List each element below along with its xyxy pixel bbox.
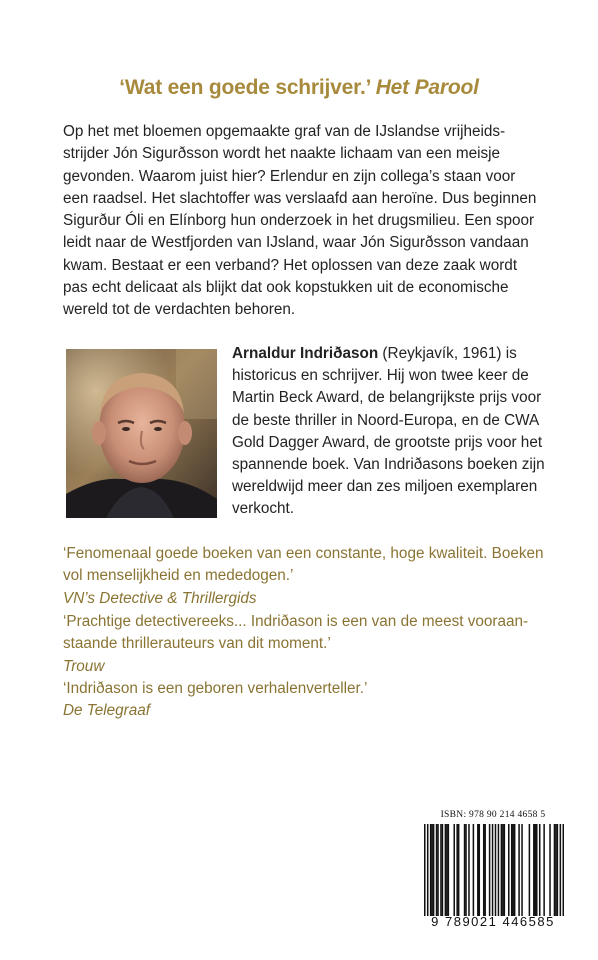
barcode-bar <box>563 824 564 916</box>
author-portrait-image <box>66 349 217 518</box>
author-bio-first-line <box>232 343 542 365</box>
summary-line: wereld tot de verdachten behoren. <box>63 301 296 319</box>
author-bio-line: Martin Beck Award, de belangrijkste prijs voor <box>232 389 542 407</box>
barcode-bar <box>514 824 516 916</box>
barcode-bar <box>489 824 491 916</box>
barcode-bar <box>456 824 458 916</box>
barcode-bar <box>535 824 537 916</box>
barcode-bar <box>512 824 514 916</box>
review-quote-text: ‘Indriðason is een geboren verhalenverteller.’ <box>63 680 368 697</box>
author-bio-line: Gold Dagger Award, de grootste prijs voor het <box>232 433 543 451</box>
barcode-bar <box>554 824 556 916</box>
ean-digits: 9 789021 446585 <box>431 914 555 929</box>
summary-line: kwam. Bestaat er een verband? Het oplossen van deze zaak wordt <box>63 256 518 274</box>
author-birth: (Reykjavík, 1961) is <box>378 345 517 362</box>
isbn-label: ISBN: 978 90 214 4658 5 <box>440 810 546 820</box>
barcode-bar <box>445 824 447 916</box>
barcode-bar <box>446 824 448 916</box>
barcode-bar <box>543 824 545 916</box>
barcode-bar <box>468 824 470 916</box>
review-quote-line: ‘Fenomenaal goede boeken van een constante, hoge kwaliteit. Boeken <box>63 545 544 562</box>
barcode-bar <box>557 824 559 916</box>
author-bio-line: historicus en schrijver. Hij won twee keer de <box>232 367 529 385</box>
barcode-bar <box>465 824 467 916</box>
summary-line: strijder Jón Sigurðsson wordt het naakte lichaam van een meisje <box>63 145 501 163</box>
barcode-bar <box>458 824 460 916</box>
barcode-bar <box>436 824 438 916</box>
barcode-bar <box>504 824 506 916</box>
barcode-bar <box>453 824 455 916</box>
barcode-bar <box>555 824 557 916</box>
plot-summary <box>63 121 537 322</box>
barcode-bar <box>511 824 513 916</box>
barcode-bar <box>479 824 481 916</box>
review-quote-trouw <box>63 611 543 678</box>
review-quote-text: vol menselijkheid en mededogen.’ <box>63 567 294 585</box>
author-name: Arnaldur Indriðason <box>232 345 379 362</box>
barcode-bar <box>433 824 435 916</box>
barcode-bar <box>448 824 450 916</box>
barcode-bar <box>533 824 535 916</box>
summary-line: Op het met bloemen opgemaakte graf van de IJslandse vrijheids- <box>63 123 506 140</box>
headline-quote <box>0 76 598 100</box>
review-quote-line <box>63 678 543 723</box>
review-quote-source: Trouw <box>63 657 105 675</box>
barcode-bar <box>430 824 432 916</box>
review-quote-source: VN’s Detective & Thrillergids <box>63 589 257 607</box>
review-quote-text: staande thrillerauteurs van dit moment.’ <box>63 635 331 653</box>
review-quote-line: ‘Prachtige detectivereeks... Indriðason is een van de meest vooraan- <box>63 613 529 630</box>
review-quote-source: De Telegraaf <box>63 702 151 720</box>
barcode-bar <box>440 824 442 916</box>
review-quote-line <box>63 633 543 678</box>
barcode-bar <box>502 824 504 916</box>
summary-line: Sigurður Óli en Elínborg hun onderzoek in het drugsmilieu. Een spoor <box>63 212 535 230</box>
summary-line: een raadsel. Het slachtoffer was verslaafd aan heroïne. Dus beginnen <box>63 189 537 207</box>
summary-line: leidt naar de Westfjorden van IJsland, waar Jón Sigurðsson vandaan <box>63 234 529 252</box>
barcode-bar <box>442 824 444 916</box>
barcode-bars <box>424 824 564 916</box>
barcode-bar <box>501 824 503 916</box>
barcode-bar <box>521 824 523 916</box>
barcode-bar <box>477 824 479 916</box>
barcode-bar <box>437 824 439 916</box>
barcode-bar <box>483 824 485 916</box>
barcode-bar <box>431 824 433 916</box>
barcode-bar <box>424 824 426 916</box>
isbn-barcode <box>418 810 568 936</box>
barcode-bar <box>539 824 541 916</box>
barcode-bar <box>529 824 531 916</box>
summary-line: gevonden. Waarom juist hier? Erlendur en zijn collega’s staan voor <box>63 167 516 185</box>
barcode-bar <box>484 824 486 916</box>
review-quote-vn <box>63 543 543 610</box>
author-bio-line: verkocht. <box>232 500 295 518</box>
author-bio <box>232 343 545 521</box>
author-bio-line: wereldwijd meer dan zes miljoen exemplaren <box>232 478 538 496</box>
barcode-bar <box>464 824 466 916</box>
author-photo <box>66 349 217 518</box>
author-bio-line: spannende boek. Van Indriðasons boeken zijn <box>232 456 545 474</box>
barcode-bar <box>495 824 497 916</box>
barcode-bar <box>518 824 520 916</box>
headline-quote-text: ‘Wat een goede schrijver.’ <box>119 76 371 99</box>
review-quote-line <box>63 565 543 610</box>
summary-line: pas echt delicaat als blijkt dat ook kopstukken uit de economische <box>63 279 509 297</box>
barcode-bar <box>536 824 538 916</box>
headline-quote-source: Het Parool <box>375 76 479 99</box>
author-bio-line: de beste thriller in Noord-Europa, en de CWA <box>232 411 540 429</box>
review-quote-telegraaf <box>63 678 543 723</box>
barcode-bar <box>492 824 494 916</box>
barcode-bar <box>498 824 500 916</box>
barcode-bar <box>427 824 429 916</box>
barcode-bar <box>560 824 562 916</box>
barcode-bar <box>508 824 510 916</box>
barcode-bar <box>473 824 475 916</box>
barcode-bar <box>549 824 551 916</box>
